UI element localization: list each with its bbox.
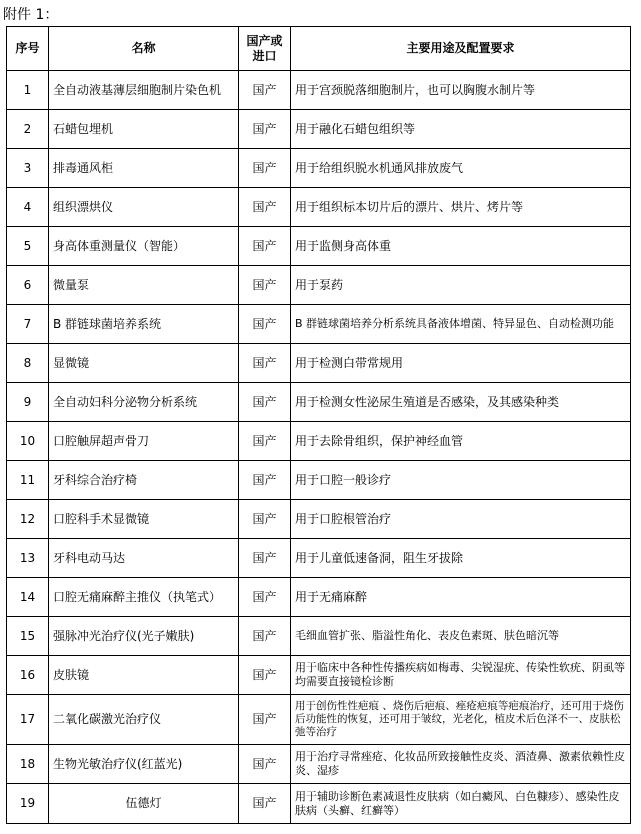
row-origin: 国产 [239,110,291,149]
row-no: 6 [7,266,49,305]
header-no: 序号 [7,27,49,71]
row-name: 强脉冲光治疗仪(光子嫩肤) [49,617,239,656]
row-name: 二氧化碳激光治疗仪 [49,695,239,745]
row-origin: 国产 [239,305,291,344]
row-use: 用于融化石蜡包组织等 [291,110,631,149]
row-use: 毛细血管扩张、脂溢性角化、表皮色素斑、肤色暗沉等 [291,617,631,656]
row-no: 19 [7,784,49,824]
table-row [7,461,631,500]
row-no: 15 [7,617,49,656]
row-use: 用于给组织脱水机通风排放废气 [291,149,631,188]
row-origin: 国产 [239,500,291,539]
row-origin: 国产 [239,422,291,461]
table-row [7,617,631,656]
row-name: 牙科综合治疗椅 [49,461,239,500]
row-use: 用于检测女性泌尿生殖道是否感染，及其感染种类 [291,383,631,422]
row-name: 身高体重测量仪（智能） [49,227,239,266]
row-no: 18 [7,745,49,784]
row-use: 用于儿童低速备洞，阻生牙拔除 [291,539,631,578]
row-name: 石蜡包埋机 [49,110,239,149]
row-no: 5 [7,227,49,266]
row-no: 3 [7,149,49,188]
row-no: 1 [7,71,49,110]
row-no: 11 [7,461,49,500]
table-row [7,188,631,227]
row-no: 4 [7,188,49,227]
row-origin: 国产 [239,656,291,695]
table-row [7,656,631,695]
equipment-table [6,26,631,824]
row-name: 伍德灯 [49,784,239,824]
row-name: 显微镜 [49,344,239,383]
row-use: 用于无痛麻醉 [291,578,631,617]
row-origin: 国产 [239,383,291,422]
row-origin: 国产 [239,344,291,383]
table-row [7,110,631,149]
table-row [7,745,631,784]
row-name: 组织漂烘仪 [49,188,239,227]
table-row [7,500,631,539]
row-no: 9 [7,383,49,422]
row-origin: 国产 [239,539,291,578]
row-origin: 国产 [239,149,291,188]
table-row [7,695,631,745]
row-origin: 国产 [239,188,291,227]
row-name: 生物光敏治疗仪(红蓝光) [49,745,239,784]
row-use: 用于口腔一般诊疗 [291,461,631,500]
row-no: 2 [7,110,49,149]
table-row [7,227,631,266]
table-header-row [7,27,631,71]
row-origin: 国产 [239,461,291,500]
row-use: 用于口腔根管治疗 [291,500,631,539]
row-use: 用于泵药 [291,266,631,305]
row-name: 排毒通风柜 [49,149,239,188]
row-use: 用于宫颈脱落细胞制片，也可以胸腹水制片等 [291,71,631,110]
row-origin: 国产 [239,617,291,656]
row-origin: 国产 [239,695,291,745]
row-use: 用于创伤性性疤痕 、烧伤后疤痕、痤疮疤痕等疤痕治疗，还可用于烧伤后功能性的恢复，还可用于皱纹，光老化，植皮术后色泽不一、皮肤松弛等治疗 [291,695,631,745]
row-origin: 国产 [239,71,291,110]
table-row [7,344,631,383]
row-use: 用于去除骨组织，保护神经血管 [291,422,631,461]
table-row [7,578,631,617]
row-use: 用于检测白带常规用 [291,344,631,383]
table-row [7,305,631,344]
row-origin: 国产 [239,227,291,266]
table-row [7,71,631,110]
table-row [7,784,631,824]
row-use: B 群链球菌培养分析系统具备液体增菌、特异显色、自动检测功能 [291,305,631,344]
row-origin: 国产 [239,578,291,617]
row-origin: 国产 [239,745,291,784]
row-origin: 国产 [239,266,291,305]
row-origin: 国产 [239,784,291,824]
row-no: 13 [7,539,49,578]
table-row [7,422,631,461]
row-use: 用于监侧身高体重 [291,227,631,266]
row-no: 10 [7,422,49,461]
row-no: 17 [7,695,49,745]
header-use: 主要用途及配置要求 [291,27,631,71]
row-no: 7 [7,305,49,344]
header-origin: 国产或进口 [239,27,291,71]
table-row [7,266,631,305]
row-use: 用于辅助诊断色素减退性皮肤病（如白癜风、白色糠疹）、感染性皮肤病（头癣、红癣等） [291,784,631,824]
row-use: 用于临床中各种性传播疾病如梅毒、尖锐湿疣、传染性软疣、阴虱等均需要直接镜检诊断 [291,656,631,695]
row-no: 14 [7,578,49,617]
row-name: 微量泵 [49,266,239,305]
row-no: 8 [7,344,49,383]
row-name: 口腔无痛麻醉主推仪（执笔式） [49,578,239,617]
attachment-label: 附件 1： [3,7,59,23]
row-use: 用于组织标本切片后的漂片、烘片、烤片等 [291,188,631,227]
row-name: 牙科电动马达 [49,539,239,578]
row-name: 全自动妇科分泌物分析系统 [49,383,239,422]
row-use: 用于治疗寻常痤疮、化妆品所致接触性皮炎、酒渣鼻、激素依赖性皮炎、湿疹 [291,745,631,784]
header-name: 名称 [49,27,239,71]
row-no: 16 [7,656,49,695]
table-row [7,149,631,188]
table-row [7,539,631,578]
row-no: 12 [7,500,49,539]
row-name: 皮肤镜 [49,656,239,695]
table-row [7,383,631,422]
row-name: B 群链球菌培养系统 [49,305,239,344]
row-name: 口腔触屏超声骨刀 [49,422,239,461]
row-name: 全自动液基薄层细胞制片染色机 [49,71,239,110]
row-name: 口腔科手术显微镜 [49,500,239,539]
